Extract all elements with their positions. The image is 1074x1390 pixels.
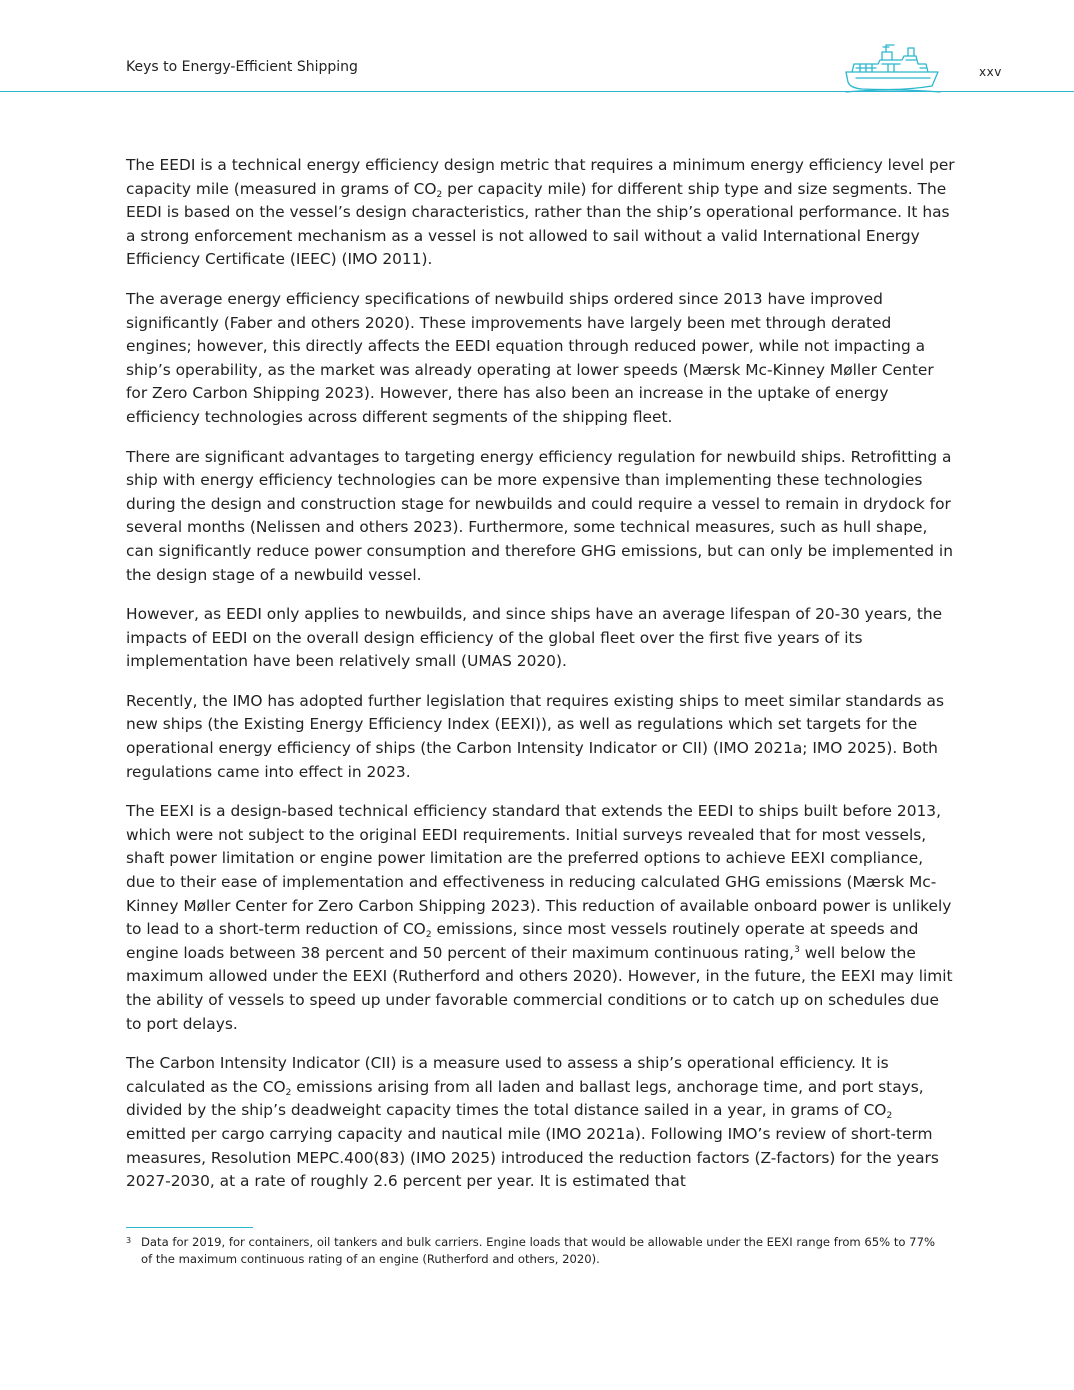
footnote bbox=[126, 1234, 946, 1268]
paragraph-eedi-impact: However, as EEDI only applies to newbuilds, and since ships have an average lifespan of 20-30 years, the impacts of EEDI on the overall design efficiency of the global fleet over the first five years of its implementation have been relatively small (UMAS 2020). bbox=[126, 605, 943, 671]
footnote-mark: 3 bbox=[126, 1236, 132, 1245]
header-rule bbox=[0, 91, 1074, 92]
footnote-rule bbox=[126, 1227, 253, 1228]
cargo-ship-icon bbox=[842, 42, 942, 94]
body-text bbox=[126, 154, 956, 1210]
running-header-title: Keys to Energy-Efficient Shipping bbox=[126, 59, 358, 75]
paragraph-cii: The Carbon Intensity Indicator (CII) is a measure used to assess a ship’s operational efficiency. It is calculated as the $CO_2$ emissions arising from all laden and ballast legs, anchorage time, and port stays, divided by the ship’s deadweight capacity times the total distance sailed in a year, in grams of $CO_2$ emitted per cargo carrying capacity and nautical mile (IMO 2021a). Following IMO’s review of short-term measures, Resolution MEPC.400(83) (IMO 2025) introduced the reduction factors (Z-factors) for the years 2027-2030, at a rate of roughly 2.6 percent per year. It is estimated that bbox=[126, 1054, 939, 1191]
paragraph-eexi: The EEXI is a design-based technical efficiency standard that extends the EEDI to ships built before 2013, which were not subject to the original EEDI requirements. Initial surveys revealed that for most vessels, shaft power limitation or engine power limitation are the preferred options to achieve EEXI compliance, due to their ease of implementation and effectiveness in reducing calculated GHG emissions (Mærsk Mc-Kinney Møller Center for Zero Carbon Shipping 2023). This reduction of available onboard power is unlikely to lead to a short-term reduction of $CO_2$ emissions, since most vessels routinely operate at speeds and engine loads between 38 percent and 50 percent of their maximum continuous rating,$^3$ well below the maximum allowed under the EEXI (Rutherford and others 2020). However, in the future, the EEXI may limit the ability of vessels to speed up under favorable commercial conditions or to catch up on schedules due to port delays. bbox=[126, 802, 953, 1033]
page-number: xxv bbox=[979, 65, 1002, 79]
paragraph-newbuild-specs: The average energy efficiency specifications of newbuild ships ordered since 2013 have improved significantly (Faber and others 2020). These improvements have largely been met through derated engines; however, this directly affects the EEDI equation through reduced power, while not impacting a ship’s operability, as the market was already operating at lower speeds (Mærsk Mc-Kinney Møller Center for Zero Carbon Shipping 2023). However, there has also been an increase in the uptake of energy efficiency technologies across different segments of the shipping fleet. bbox=[126, 289, 934, 426]
paragraph-imo-legislation: Recently, the IMO has adopted further legislation that requires existing ships to meet similar standards as new ships (the Existing Energy Efficiency Index (EEXI)), as well as regulations which set targets for the operational energy efficiency of ships (the Carbon Intensity Indicator or CII) (IMO 2021a; IMO 2025). Both regulations came into effect in 2023. bbox=[126, 691, 944, 781]
footnote-reference[interactable]: 3 bbox=[794, 944, 800, 955]
footnote-text: Data for 2019, for containers, oil tankers and bulk carriers. Engine loads that would be allowable under the EEXI range from 65% to 77% of the maximum continuous rating of an engine (Rutherford and others, 2020). bbox=[141, 1235, 935, 1266]
paragraph-advantages: There are significant advantages to targeting energy efficiency regulation for newbuild ships. Retrofitting a ship with energy efficiency technologies can be more expensive than implementing these technologies during the design and construction stage for newbuilds and could require a vessel to remain in drydock for several months (Nelissen and others 2023). Furthermore, some technical measures, such as hull shape, can significantly reduce power consumption and therefore GHG emissions, but can only be implemented in the design stage of a newbuild vessel. bbox=[126, 447, 953, 584]
paragraph-eedi: The EEDI is a technical energy efficiency design metric that requires a minimum energy efficiency level per capacity mile (measured in grams of $CO_2$ per capacity mile) for different ship type and size segments. The EEDI is based on the vessel’s design characteristics, rather than the ship’s operational performance. It has a strong enforcement mechanism as a vessel is not allowed to sail without a valid International Energy Efficiency Certificate (IEEC) (IMO 2011). bbox=[126, 156, 955, 269]
